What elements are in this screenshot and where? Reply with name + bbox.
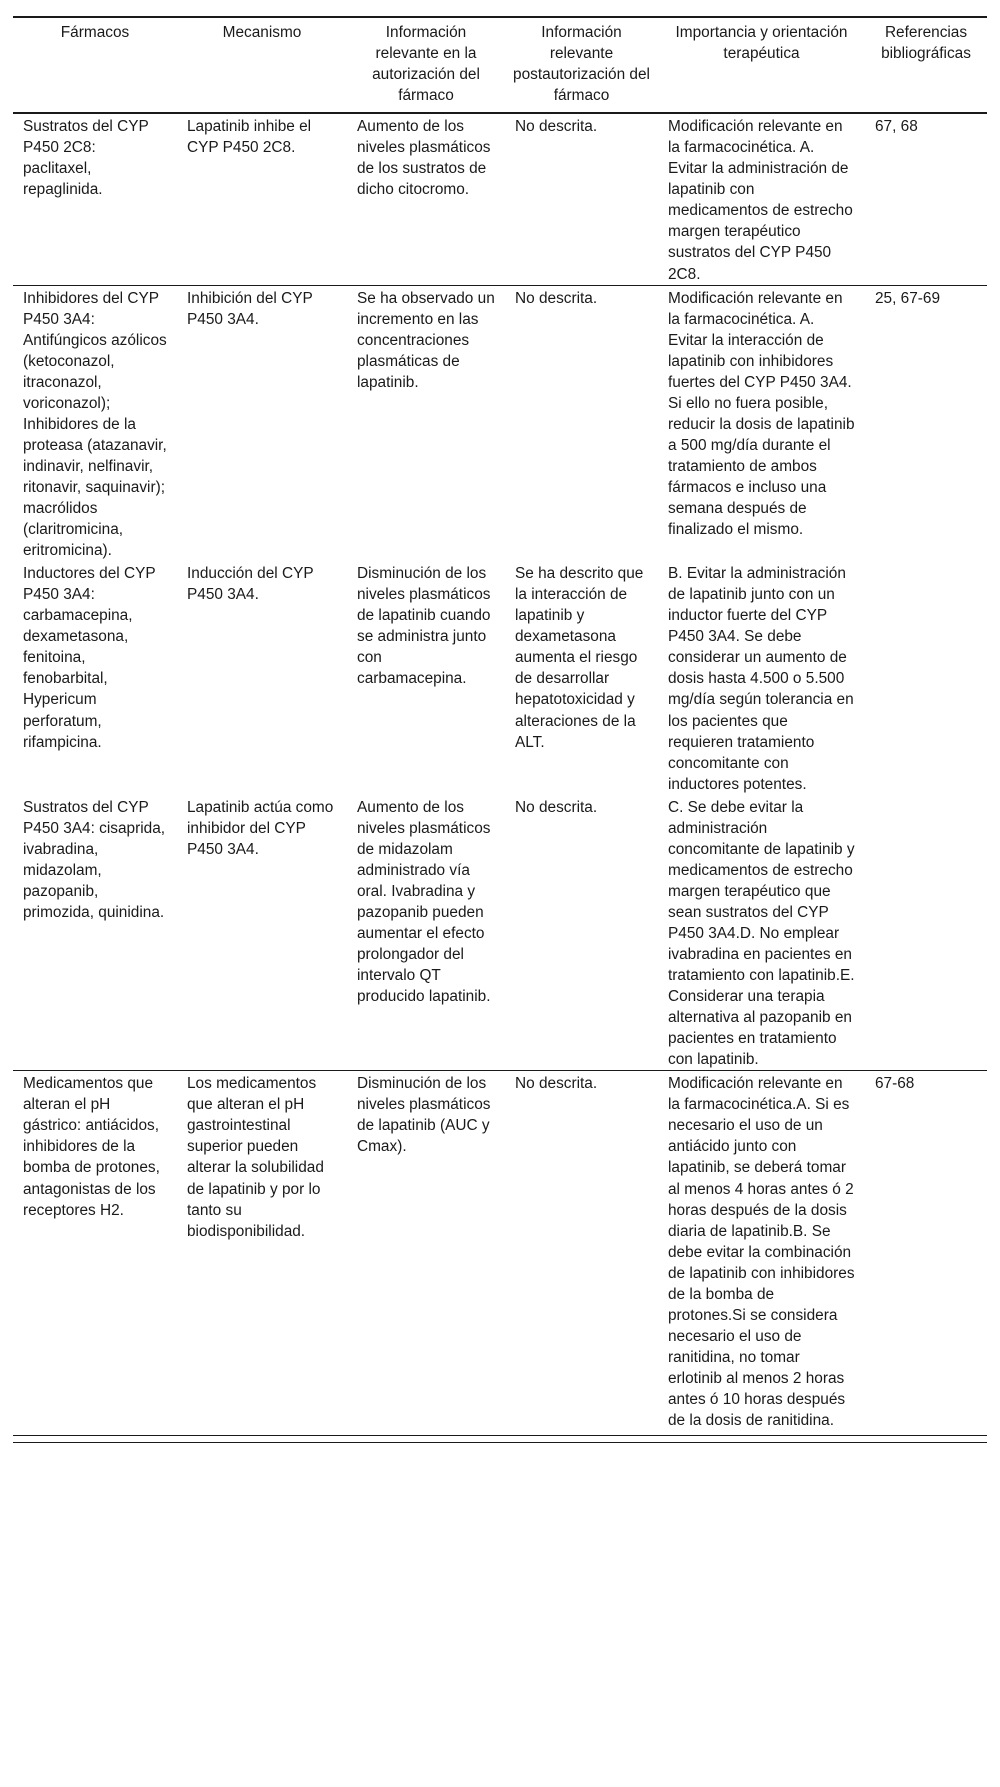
cell-farmacos: Sustratos del CYP P450 3A4: cisaprida, ivabradina, midazolam, pazopanib, primozida, quinidina. <box>23 798 166 921</box>
cell-importancia: B. Evitar la administración de lapatinib junto con un inductor fuerte del CYP P450 3A4. Se debe considerar un aumento de dosis hasta 4.500 o 5.500 mg/día según tolerancia en los pacientes que requieren tratamiento concomitante con inductores potentes. <box>668 565 854 793</box>
cell-referencias <box>865 795 987 1071</box>
cell-importancia: Modificación relevante en la farmacocinética.A. Si es necesario el uso de un antiácido junto con lapatinib, se deberá tomar al menos 4 horas antes ó 2 horas después de la dosis diaria de lapatinib.B. Se debe evitar la combinación de lapatinib con inhibidores de la bomba de protones.Si se considera necesario el uso de ranitidina, no tomar erlotinib al menos 2 horas antes ó 10 horas después de la dosis de ranitidina. <box>658 1071 865 1431</box>
cell-farmacos: Medicamentos que alteran el pH gástrico: antiácidos, inhibidores de la bomba de protones, antagonistas de los receptores H2. <box>13 1071 177 1431</box>
cell-postautorizacion: No descrita. <box>505 285 658 561</box>
cell-importancia: C. Se debe evitar la administración concomitante de lapatinib y medicamentos de estrecho margen terapéutico que sean sustratos del CYP P450 3A4.D. No emplear ivabradina en pacientes en tratamiento con lapatinib.E. Considerar una terapia alternativa al pazopanib en pacientes en tratamiento con lapatinib. <box>668 798 855 1069</box>
cell-mecanismo: Inhibición del CYP P450 3A4. <box>177 285 347 561</box>
cell-referencias: 25, 67-69 <box>865 285 987 561</box>
cell-mecanismo: Lapatinib inhibe el CYP P450 2C8. <box>177 113 347 285</box>
header-mecanismo: Mecanismo <box>177 17 347 113</box>
cell-farmacos: Inhibidores del CYP P450 3A4: Antifúngicos azólicos (ketoconazol, itraconazol, voriconazol); Inhibidores de la proteasa (atazanavir, indinavir, nelfinavir, ritonavir, saquinavir); macrólidos (claritromicina, eritromicina). <box>13 285 177 561</box>
table-row <box>13 1071 987 1431</box>
cell-postautorizacion: Se ha descrito que la interacción de lapatinib y dexametasona aumenta el riesgo de desarrollar hepatotoxicidad y alteraciones de la ALT. <box>515 565 644 751</box>
cell-autorizacion: Disminución de los niveles plasmáticos de lapatinib (AUC y Cmax). <box>347 1071 505 1431</box>
cell-postautorizacion: No descrita. <box>515 798 598 816</box>
table-row <box>13 795 987 1071</box>
cell-importancia: Modificación relevante en la farmacocinética. A. Evitar la interacción de lapatinib con inhibidores fuertes del CYP P450 3A4. Si ello no fuera posible, reducir la dosis de lapatinib a 500 mg/día durante el tratamiento de ambos fármacos e incluso una semana después de finalizado el mismo. <box>658 285 865 561</box>
cell-mecanismo: Inducción del CYP P450 3A4. <box>187 565 314 604</box>
cell-farmacos: Sustratos del CYP P450 2C8: paclitaxel, repaglinida. <box>13 113 177 285</box>
table-row <box>13 285 987 561</box>
drug-interaction-table <box>13 16 987 1431</box>
cell-mecanismo: Los medicamentos que alteran el pH gastrointestinal superior pueden alterar la solubilidad de lapatinib y por lo tanto su biodisponibilidad. <box>177 1071 347 1431</box>
header-row <box>13 17 987 113</box>
header-referencias: Referencias bibliográficas <box>865 17 987 113</box>
cell-autorizacion: Se ha observado un incremento en las concentraciones plasmáticas de lapatinib. <box>347 285 505 561</box>
header-farmacos: Fármacos <box>13 17 177 113</box>
cell-importancia: Modificación relevante en la farmacocinética. A. Evitar la administración de lapatinib con medicamentos de estrecho margen terapéutico sustratos del CYP P450 2C8. <box>658 113 865 285</box>
cell-farmacos: Inductores del CYP P450 3A4: carbamacepina, dexametasona, fenitoina, fenobarbital, Hypericum perforatum, rifampicina. <box>23 565 156 751</box>
table-row <box>13 561 987 795</box>
header-postautorizacion: Información relevante postautorización del fármaco <box>505 17 658 113</box>
header-autorizacion: Información relevante en la autorización del fármaco <box>347 17 505 113</box>
cell-postautorizacion: No descrita. <box>505 113 658 285</box>
cell-autorizacion: Aumento de los niveles plasmáticos de midazolam administrado vía oral. Ivabradina y pazopanib pueden aumentar el efecto prolongador del intervalo QT producido lapatinib. <box>357 798 491 1006</box>
header-importancia: Importancia y orientación terapéutica <box>658 17 865 113</box>
cell-referencias: 67-68 <box>865 1071 987 1431</box>
table-row <box>13 113 987 285</box>
cell-autorizacion: Disminución de los niveles plasmáticos de lapatinib cuando se administra junto con carbamacepina. <box>357 565 491 688</box>
table-bottom-rule <box>13 1435 987 1436</box>
cell-referencias: 67, 68 <box>865 113 987 285</box>
cell-referencias <box>865 561 987 795</box>
cell-postautorizacion: No descrita. <box>505 1071 658 1431</box>
cell-mecanismo: Lapatinib actúa como inhibidor del CYP P450 3A4. <box>187 798 334 858</box>
cell-autorizacion: Aumento de los niveles plasmáticos de los sustratos de dicho citocromo. <box>347 113 505 285</box>
table-bottom-rule-double <box>13 1442 987 1443</box>
